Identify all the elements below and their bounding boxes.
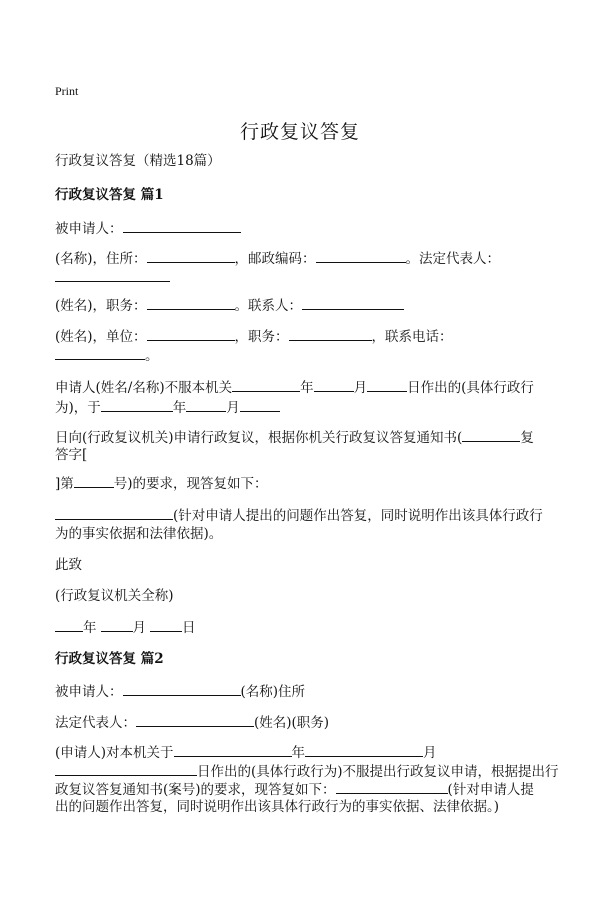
blank-field bbox=[367, 378, 407, 392]
blank-field bbox=[314, 378, 354, 392]
date-line: 年 月 日 bbox=[55, 618, 196, 637]
section2-paragraph-line-2: 日作出的(具体行政行为)不服提出行政复议申请，根据提出行 bbox=[55, 762, 559, 781]
blank-field bbox=[336, 780, 448, 794]
blank-continuation bbox=[55, 268, 170, 287]
respondent-address-line: 被申请人： (名称)住所 bbox=[55, 684, 306, 700]
blank-field bbox=[174, 743, 292, 757]
document-subtitle: 行政复议答复（精选18篇） bbox=[55, 153, 221, 169]
paragraph-2-line-2: 答字[ bbox=[55, 447, 88, 463]
print-label[interactable]: Print bbox=[55, 84, 79, 98]
name-address-line: (名称)，住所： ，邮政编码： 。法定代表人： bbox=[55, 251, 501, 267]
blank-field bbox=[101, 618, 133, 632]
authority-name: (行政复议机关全称) bbox=[55, 588, 174, 604]
closing-salutation: 此致 bbox=[55, 557, 82, 573]
section2-paragraph-line-1: (申请人)对本机关于 年 月 bbox=[55, 745, 437, 761]
blank-field bbox=[147, 327, 235, 341]
blank-field bbox=[289, 327, 372, 341]
section2-paragraph-line-4: 出的问题作出答复，同时说明作出该具体行政行为的事实依据、法律依据。) bbox=[55, 799, 500, 815]
blank-field bbox=[123, 682, 241, 696]
blank-field bbox=[302, 296, 404, 310]
paragraph-2-line-1: 日向(行政复议机关)申请行政复议，根据你机关行政复议答复通知书( 复 bbox=[55, 430, 534, 446]
blank-field bbox=[147, 249, 235, 263]
blank-field bbox=[147, 296, 235, 310]
paragraph-1-line-1: 申请人(姓名/名称)不服本机关 年 月 日作出的(具体行政行 bbox=[55, 380, 534, 396]
blank-field bbox=[462, 428, 520, 442]
blank-field bbox=[74, 474, 114, 488]
position-contact-line: (姓名)，职务： 。联系人： bbox=[55, 296, 404, 315]
blank-field bbox=[316, 249, 406, 263]
section1-heading: 行政复议答复 篇1 bbox=[55, 187, 164, 203]
paragraph-3: ]第 号)的要求，现答复如下： bbox=[55, 476, 268, 492]
paragraph-1-line-2: 为)，于 年 月 bbox=[55, 398, 280, 417]
blank-field bbox=[136, 713, 254, 727]
unit-phone-line: (姓名)，单位： ，职务： ，联系电话： bbox=[55, 329, 453, 345]
blank-field bbox=[150, 618, 182, 632]
legal-rep-line: 法定代表人： (姓名)(职务) bbox=[55, 715, 330, 731]
section2-heading: 行政复议答复 篇2 bbox=[55, 651, 164, 667]
section2-paragraph-line-3: 政复议答复通知书(案号)的要求，现答复如下： (针对申请人提 bbox=[55, 782, 534, 798]
blank-field bbox=[101, 398, 173, 412]
phone-continuation: 。 bbox=[55, 346, 159, 365]
blank-field bbox=[55, 618, 83, 632]
paragraph-4-line-1: (针对申请人提出的问题作出答复，同时说明作出该具体行政行 bbox=[55, 506, 543, 525]
page-title: 行政复议答复 bbox=[239, 121, 360, 143]
paragraph-4-line-2: 为的事实依据和法律依据)。 bbox=[55, 526, 223, 542]
blank-field bbox=[232, 378, 300, 392]
respondent-line: 被申请人： bbox=[55, 219, 241, 238]
blank-field bbox=[186, 398, 226, 412]
blank-field bbox=[55, 268, 170, 282]
blank-field bbox=[240, 398, 280, 412]
blank-field bbox=[305, 743, 423, 757]
blank-field bbox=[55, 762, 197, 776]
blank-field bbox=[55, 346, 145, 360]
blank-field bbox=[55, 506, 173, 520]
blank-field bbox=[123, 219, 241, 233]
